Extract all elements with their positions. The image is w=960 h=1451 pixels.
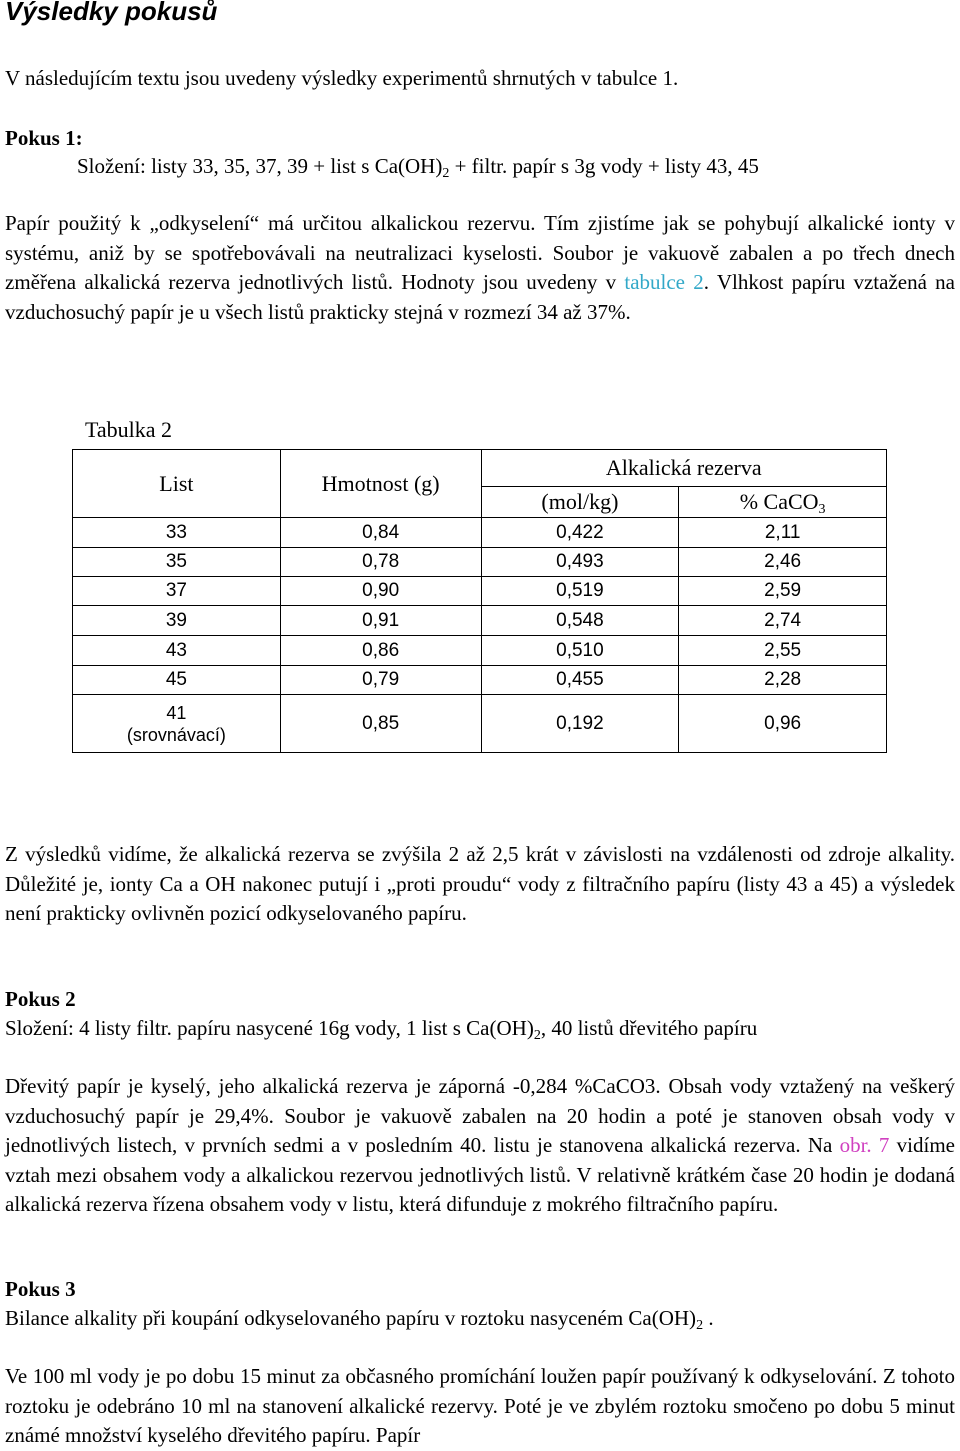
pokus2-paragraph: Dřevitý papír je kyselý, jeho alkalická rezerva je záporná -0,284 %CaCO3. Obsah vody vztažený na veškerý vzduchosuchý papír je 29,4%. Soubor je vakuově zabalen na 20 hodin a poté je stanoven obsah vody v jednotlivých listech, v prvních sedmi a v posledním 40. listu je stanovena alkalická rezerva. Na obr. 7 vidíme vztah mezi obsahem vody a alkalickou rezervou jednotlivých listů. V relativně krátkém čase 20 hodin je dodaná alkalická rezerva řízena obsahem vody v listu, která difunduje z mokrého filtračního papíru. (5, 1074, 955, 1216)
table-row: 37 0,90 0,519 2,59 (73, 577, 887, 606)
pokus1-composition: Složení: listy 33, 35, 37, 39 + list s $Ca(OH)_2$ + filtr. papír s 3g vody + listy 43, 45 (77, 154, 759, 181)
pokus2-composition: Složení: 4 listy filtr. papíru nasycené 16g vody, 1 list s $Ca(OH)_2$, 40 listů dřevitého papíru (5, 1016, 758, 1043)
pokus2-heading: Pokus 2 (5, 987, 76, 1011)
pokus3-heading: Pokus 3 (5, 1277, 76, 1301)
table-caption: Tabulka 2 (85, 417, 173, 442)
pokus1-heading: Pokus 1: (5, 126, 83, 150)
conclusion-paragraph: Z výsledků vidíme, že alkalická rezerva se zvýšila 2 až 2,5 krát v závislosti na vzdálenosti od zdroje alkality. Důležité je, ionty Ca a OH nakonec putují i „proti proudu“ vody z filtračního papíru (listy 43 a 45) a výsledek není prakticky ovlivněn pozicí odkyselovaného papíru. (5, 842, 955, 925)
header-mass: Hmotnost (g) (280, 450, 481, 518)
table-row: 33 0,84 0,422 2,11 (73, 518, 887, 548)
pokus1-paragraph: Papír použitý k „odkyselení“ má určitou alkalickou rezervu. Tím zjistíme jak se pohybují alkalické ionty v systému, aniž by se spotřebovávali na neutralizaci kyselosti. Soubor je vakuově zabalen a po třech dnech změřena alkalická rezerva jednotlivých listů. Hodnoty jsou uvedeny v tabulce 2. Vlhkost papíru vztažená na vzduchosuchý papír je u všech listů prakticky stejná v rozmezí 34 až 37%. (5, 211, 955, 324)
pokus3-line: Bilance alkality při koupání odkyselovaného papíru v roztoku nasyceném $Ca(OH)_2$ . (5, 1306, 714, 1333)
header-molkg: (mol/kg) (481, 487, 679, 518)
header-list: List (73, 450, 281, 518)
table-row: 39 0,91 0,548 2,74 (73, 606, 887, 636)
header-caco3: % CaCO$_3$ (679, 487, 887, 518)
pokus3-paragraph: Ve 100 ml vody je po dobu 15 minut za občasného promíchání loužen papír používaný k odkyselování. Z tohoto roztoku je odebráno 10 ml na stanovení alkalické rezervy. Poté je ve zbylém roztoku smočeno po dobu 5 minut známé množství kyselého dřevitého papíru. Papír (5, 1364, 955, 1447)
intro-text: V následujícím textu jsou uvedeny výsledky experimentů shrnutých v tabulce 1. (5, 66, 679, 90)
table-row: 45 0,79 0,455 2,28 (73, 666, 887, 695)
table-row: 43 0,86 0,510 2,55 (73, 636, 887, 666)
table-row: 35 0,78 0,493 2,46 (73, 548, 887, 577)
page-title: Výsledky pokusů (5, 0, 218, 26)
table-row-reference: 41 (srovnávací) 0,85 0,192 0,96 (73, 695, 887, 753)
results-table (72, 449, 887, 753)
figure-link[interactable]: obr. 7 (839, 1133, 890, 1157)
header-alkaline-reserve: Alkalická rezerva (481, 450, 886, 487)
table-link[interactable]: tabulce 2 (624, 270, 704, 294)
